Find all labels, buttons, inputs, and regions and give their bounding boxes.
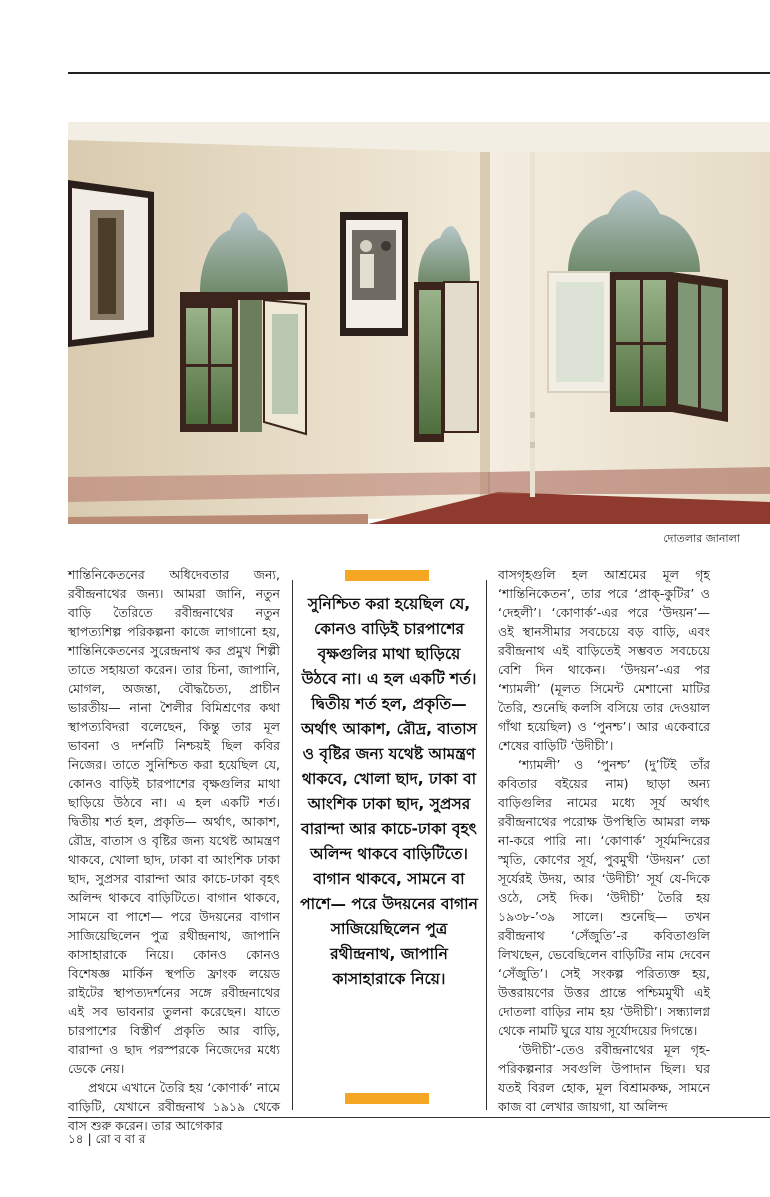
room-windows-photo: [68, 122, 770, 524]
folio-separator: |: [87, 1132, 92, 1146]
column-divider: [486, 580, 487, 1110]
article-column-right: [498, 565, 710, 1116]
page-number: ১৪: [68, 1132, 84, 1146]
article-column-left: [68, 565, 280, 1135]
pullquote-bar-bottom: [345, 1093, 429, 1104]
pullquote-bar-top: [345, 570, 429, 581]
paragraph: প্রথমে এখানে তৈরি হয় ‘কোণার্ক’ নামে বাড়িটি, যেখানে রবীন্দ্রনাথ ১৯১৯ থেকে বাস শুরু করেন। তার আগেকার: [68, 1080, 280, 1133]
paragraph: ‘শ্যামলী’ ও ‘পুনশ্চ’ (দু’টিই তাঁর কবিতার বইয়ের নাম) ছাড়া অন্য বাড়িগুলির নামের মধ্যে সূর্য অর্থাৎ রবীন্দ্রনাথের পরোক্ষ উপস্থিতি আমরা লক্ষ না-করে পারি না। ‘কোণার্ক’ সূর্যমন্দিরের স্মৃতি, কোণের সূর্য, পুবমুখী ‘উদয়ন’ তো সূর্যেরই উদয়, আর ‘উদীচী’ সূর্য যে-দিকে ওঠে, সেই দিক। ‘উদীচী’ তৈরি হয় ১৯৩৮-’৩৯ সালে। শুনেছি— তখন রবীন্দ্রনাথ ‘সেঁজুতি’-র কবিতাগুলি লিখছেন, ভেবেছিলেন বাড়িটির নাম দেবেন ‘সেঁজুতি’। সেই সংকল্প পরিত্যক্ত হয়, উত্তরায়ণের উত্তর প্রান্তে পশ্চিমমুখী এই দোতলা বাড়ির নাম হয় ‘উদীচী’। সন্ধ্যালগ্ন থেকে নামটি ঘুরে যায় সূর্যোদয়ের দিগন্তে।: [498, 757, 710, 1038]
top-rule: [68, 72, 770, 74]
paragraph: বাসগৃহগুলি হল আশ্রমের মূল গৃহ ‘শান্তিনিকেতন’, তার পরে ‘প্রাক্-কুটির’ ও ‘দেহলী’। ‘কোণার্ক’-এর পরে ‘উদয়ন’— ওই স্থানসীমার সবচেয়ে বড় বাড়ি, এবং রবীন্দ্রনাথ এই বাড়িতেই সম্ভবত সবচেয়ে বেশি দিন থাকেন। ‘উদয়ন’-এর পর ‘শ্যামলী’ (মূলত সিমেন্ট মেশানো মাটির তৈরি, শুনেছি কলসি বসিয়ে তার দেওয়াল গাঁথা হয়েছিল) ও ‘পুনশ্চ’। আর একেবারে শেষের বাড়িটি ‘উদীচী’।: [498, 567, 710, 753]
magazine-name: রো ব বা র: [95, 1132, 146, 1146]
footer-rule: [68, 1117, 770, 1118]
paragraph: শান্তিনিকেতনের অধিদেবতার জন্য, রবীন্দ্রনাথের জন্য। আমরা জানি, নতুন বাড়ি তৈরিতে রবীন্দ্রনাথের নতুন স্থাপত্যশিল্প পরিকল্পনা কাজে লাগানো হয়, শান্তিনিকেতনের সুরেন্দ্রনাথ কর প্রমুখ শিল্পী তাতে সহায়তা করেন। তার চিনা, জাপানি, মোগল, অজন্তা, বৌদ্ধচৈত্য, প্রাচীন ভারতীয়— নানা শৈলীর বিমিশ্রণের কথা স্থাপত্যবিদরা বলেছেন, কিন্তু তার মূল ভাবনা ও দর্শনটি নিশ্চয়ই ছিল কবির নিজের। তাতে সুনিশ্চিত করা হয়েছিল যে, কোনও বাড়িই চারপাশের বৃক্ষগুলির মাথা ছাড়িয়ে উঠবে না। এ হল একটি শর্ত। দ্বিতীয় শর্ত হল, প্রকৃতি— অর্থাৎ, আকাশ, রৌদ্র, বাতাস ও বৃষ্টির জন্য যথেষ্ট আমন্ত্রণ থাকবে, খোলা ছাদ, ঢাকা বা আংশিক ঢাকা ছাদ, সুপ্রসর বারান্দা আর কাচে-ঢাকা বৃহৎ অলিন্দ থাকবে বাড়িটিতে। বাগান থাকবে, সামনে বা পাশে— পরে উদয়নের বাগান সাজিয়েছিলেন পুত্র রথীন্দ্রনাথ, জাপানি কাসাহারাকে নিয়ে। কোনও কোনও বিশেষজ্ঞ মার্কিন স্থপতি ফ্রাংক লয়েড রাইটের স্থাপত্যদর্শনের সঙ্গে রবীন্দ্রনাথের এই সব ভাবনার তুলনা করেছেন। যাতে চারপাশের বিস্তীর্ণ প্রকৃতি আর বাড়ি, বারান্দা ও ছাদ পরস্পরকে নিজেদের মধ্যে ডেকে নেয়।: [68, 567, 280, 1076]
pullquote: সুনিশ্চিত করা হয়েছিল যে, কোনও বাড়িই চারপাশের বৃক্ষগুলির মাথা ছাড়িয়ে উঠবে না। এ হল একটি শর্ত। দ্বিতীয় শর্ত হল, প্রকৃতি— অর্থাৎ আকাশ, রৌদ্র, বাতাস ও বৃষ্টির জন্য যথেষ্ট আমন্ত্রণ থাকবে, খোলা ছাদ, ঢাকা বা আংশিক ঢাকা ছাদ, সুপ্রসর বারান্দা আর কাচে-ঢাকা বৃহৎ অলিন্দ থাকবে বাড়িটিতে। বাগান থাকবে, সামনে বা পাশে— পরে উদয়নের বাগান সাজিয়েছিলেন পুত্র রথীন্দ্রনাথ, জাপানি কাসাহারাকে নিয়ে।: [300, 595, 478, 988]
photo-caption: দোতলার জানালা: [663, 532, 740, 545]
paragraph: ‘উদীচী’-তেও রবীন্দ্রনাথের মূল গৃহ-পরিকল্পনার সবগুলি উপাদান ছিল। ঘর যতই বিরল হোক, মূল বিশ্রামকক্ষ, সামনে কাজ বা লেখার জায়গা, যা অলিন্দ: [498, 1042, 710, 1114]
page-folio: [68, 1131, 145, 1151]
column-divider: [292, 580, 293, 1110]
